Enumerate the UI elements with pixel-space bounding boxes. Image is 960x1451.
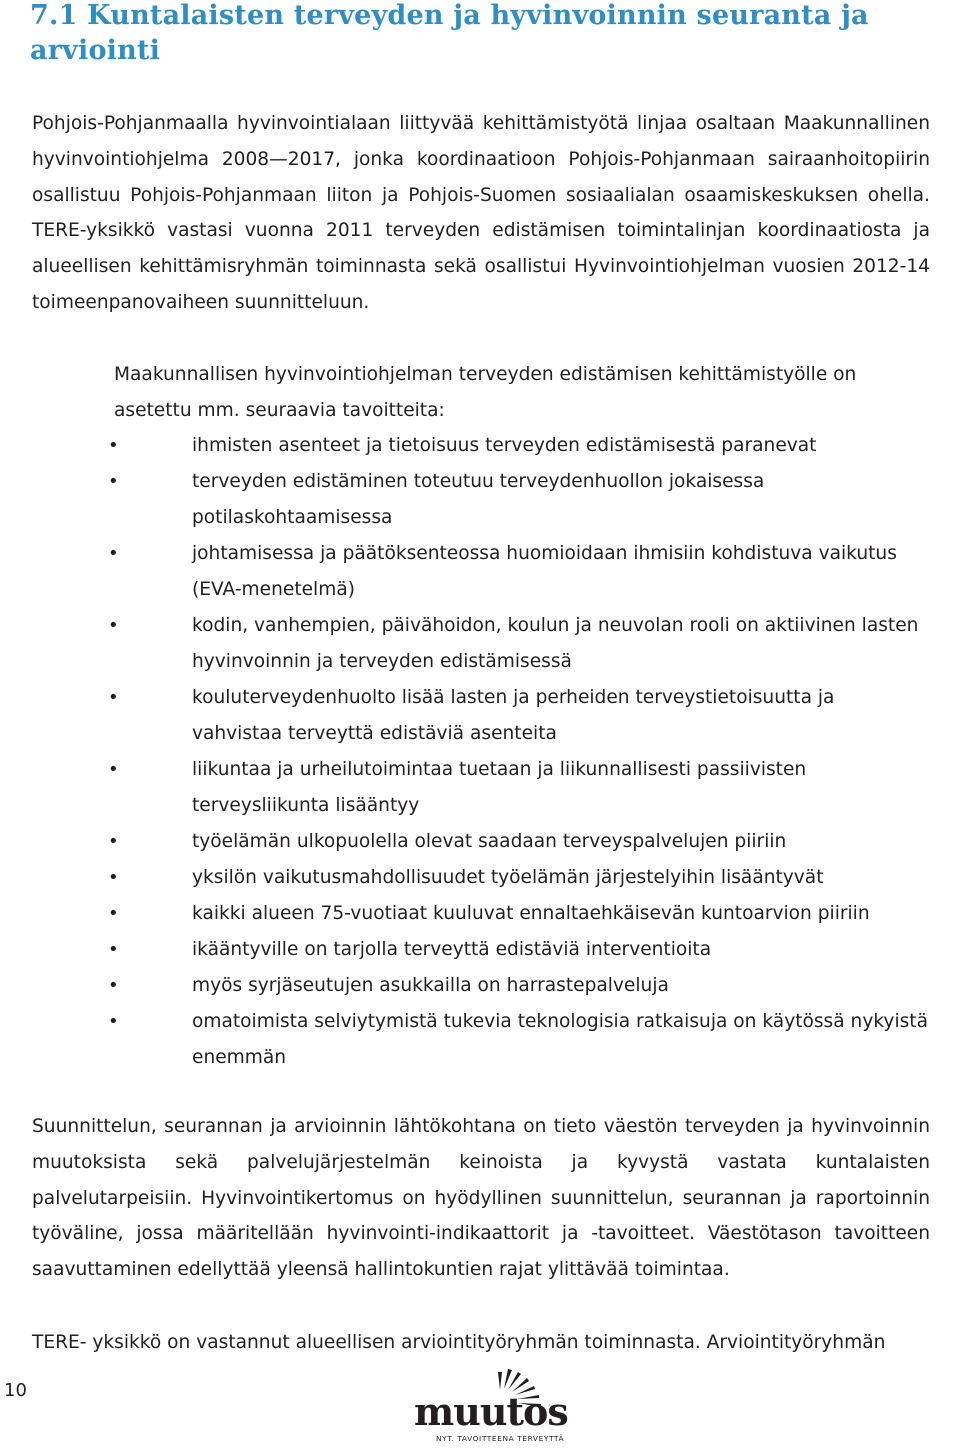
muutos-logo bbox=[408, 1363, 568, 1449]
list-item: • johtamisessa ja päätöksenteossa huomioidaan ihmisiin kohdistuva vaikutus (EVA-menetelmä) bbox=[0, 536, 928, 608]
bullet-icon: • bbox=[108, 687, 119, 708]
list-item: • liikuntaa ja urheilutoimintaa tuetaan ja liikunnallisesti passiivisten terveysliikunta lisääntyy bbox=[0, 752, 928, 824]
page-number: 10 bbox=[4, 1380, 27, 1401]
list-item: • yksilön vaikutusmahdollisuudet työelämän järjestelyihin lisääntyvät bbox=[0, 860, 928, 896]
bullet-icon: • bbox=[108, 759, 119, 780]
list-item: • kouluterveydenhuolto lisää lasten ja perheiden terveystietoisuutta ja vahvistaa terveyttä edistäviä asenteita bbox=[0, 680, 928, 752]
logo-tagline: NYT. TAVOITTEENA TERVEYTTÄ bbox=[436, 1434, 565, 1443]
bullet-icon: • bbox=[108, 1011, 119, 1032]
logo-wordmark: muutos bbox=[414, 1389, 568, 1434]
bullet-icon: • bbox=[108, 975, 119, 996]
paragraph-planning: Suunnittelun, seurannan ja arvioinnin lähtökohtana on tieto väestön terveyden ja hyvinvoinnin muutoksista sekä palvelujärjestelmän keinoista ja kyvystä vastata kuntalaisten palvelutarpeisiin. Hyvinvointikertomus on hyödyllinen suunnittelun, seurannan ja raportoinnin työväline, jossa määritellään hyvinvointi-indikaattorit ja -tavoitteet. Väestötason tavoitteen saavuttaminen edellyttää yleensä hallintokuntien rajat ylittävää toimintaa. bbox=[32, 1116, 930, 1281]
bullet-icon: • bbox=[108, 903, 119, 924]
bullet-icon: • bbox=[108, 939, 119, 960]
list-item: • omatoimista selviytymistä tukevia teknologisia ratkaisuja on käytössä nykyistä enemmän bbox=[0, 1004, 928, 1076]
paragraph-tere: TERE- yksikkö on vastannut alueellisen arviointityöryhmän toiminnasta. Arviointityöryhmän bbox=[32, 1332, 886, 1353]
bullet-icon: • bbox=[108, 615, 119, 636]
paragraph-intro: Pohjois-Pohjanmaalla hyvinvointialaan liittyvää kehittämistyötä linjaa osaltaan Maakunnallinen hyvinvointiohjelma 2008—2017, jonka koordinaatioon Pohjois-Pohjanmaan sairaanhoitopiirin osallistuu Pohjois-Pohjanmaan liiton ja Pohjois-Suomen sosiaalialan osaamiskeskuksen ohella. TERE-yksikkö vastasi vuonna 2011 terveyden edistämisen toimintalinjan koordinaatiosta ja alueellisen kehittämisryhmän toiminnasta sekä osallistui Hyvinvointiohjelman vuosien 2012-14 toimeenpanovaiheen suunnitteluun. bbox=[32, 113, 930, 313]
goals-list bbox=[0, 428, 960, 1076]
page-title: 7.1 Kuntalaisten terveyden ja hyvinvoinnin seuranta ja arviointi bbox=[30, 0, 869, 66]
bullet-icon: • bbox=[108, 831, 119, 852]
goals-intro: Maakunnallisen hyvinvointiohjelman terveyden edistämisen kehittämistyölle on asetettu mm. seuraavia tavoitteita: bbox=[114, 364, 857, 421]
bullet-icon: • bbox=[108, 435, 119, 456]
list-item: • ihmisten asenteet ja tietoisuus terveyden edistämisestä paranevat bbox=[0, 428, 928, 464]
list-item: • terveyden edistäminen toteutuu terveydenhuollon jokaisessa potilaskohtaamisessa bbox=[0, 464, 928, 536]
list-item: • ikääntyville on tarjolla terveyttä edistäviä interventioita bbox=[0, 932, 928, 968]
bullet-icon: • bbox=[108, 543, 119, 564]
list-item: • myös syrjäseutujen asukkailla on harrastepalveluja bbox=[0, 968, 928, 1004]
bullet-icon: • bbox=[108, 471, 119, 492]
list-item: • kodin, vanhempien, päivähoidon, koulun ja neuvolan rooli on aktiivinen lasten hyvinvoinnin ja terveyden edistämisessä bbox=[0, 608, 928, 680]
list-item: • työelämän ulkopuolella olevat saadaan terveyspalvelujen piiriin bbox=[0, 824, 928, 860]
bullet-icon: • bbox=[108, 867, 119, 888]
sun-rays-icon bbox=[408, 1363, 568, 1449]
list-item: • kaikki alueen 75-vuotiaat kuuluvat ennaltaehkäisevän kuntoarvion piiriin bbox=[0, 896, 928, 932]
